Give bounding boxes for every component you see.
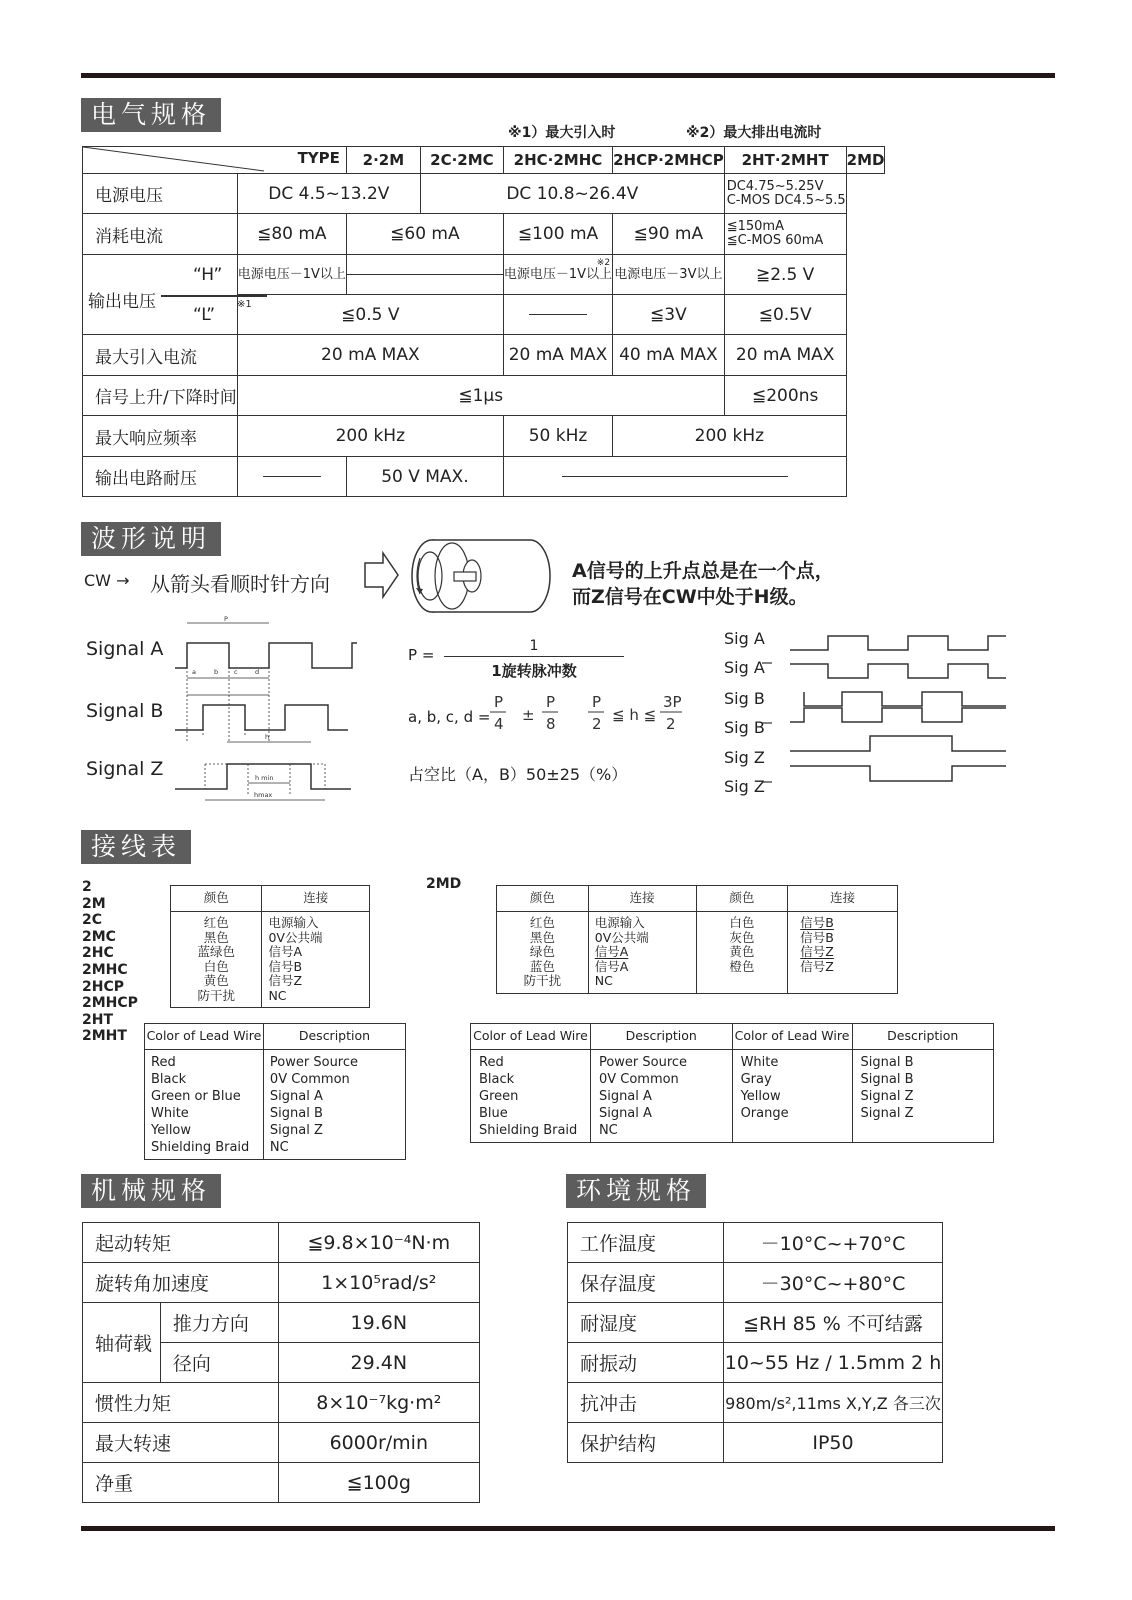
output-h-label: “H” <box>193 265 223 285</box>
mech-label: 起动转矩 <box>83 1223 279 1263</box>
color-list <box>145 1050 264 1160</box>
mechanical-spec-table <box>82 1222 480 1503</box>
description-line1: A信号的上升点总是在一个点， <box>572 560 834 582</box>
output-h-value: ≧2.5 V <box>724 255 846 295</box>
wire-color: Black <box>151 1072 187 1087</box>
mark-1: ※1 <box>237 299 252 310</box>
output-h-value <box>503 255 612 295</box>
current-md-line2: ≦C-MOS 60mA <box>726 233 824 248</box>
header-connection: 连接 <box>588 886 696 912</box>
mech-value: 1×10⁵rad/s² <box>278 1263 479 1303</box>
wire-connection: NC <box>268 987 287 1003</box>
connection-list <box>788 912 898 994</box>
top-rule <box>81 73 1055 78</box>
sig-label: Sig Z <box>724 748 765 767</box>
section-title-waveform: 波形说明 <box>81 522 221 556</box>
wire-description: Signal A <box>598 1106 652 1121</box>
withstand-empty <box>237 457 346 497</box>
encoder-drawing <box>360 530 560 620</box>
wire-connection: 信号A <box>268 944 303 959</box>
wire-connection: 电源输入 <box>268 915 319 930</box>
output-l-label: “L” <box>193 305 216 325</box>
header-color: 颜色 <box>696 886 788 912</box>
supply-value-a: DC 4.5~13.2V <box>237 174 420 214</box>
output-divider <box>161 295 267 297</box>
wire-color: 黑色 <box>529 929 555 945</box>
wire-color: 橙色 <box>729 958 755 974</box>
rise-value: ≦200ns <box>724 376 846 416</box>
wire-connection: 信号A <box>594 958 629 974</box>
wire-description: Signal A <box>269 1089 323 1104</box>
header-color: Color of Lead Wire <box>471 1024 591 1050</box>
multi-signal-timing <box>790 630 1020 800</box>
env-label: 保存温度 <box>568 1263 724 1303</box>
model-name: 2M <box>82 895 106 912</box>
cw-label: CW → <box>84 571 130 590</box>
env-value: 980m/s²,11ms X,Y,Z 各三次 <box>724 1383 943 1423</box>
mech-value: 29.4N <box>278 1343 479 1383</box>
env-label: 工作温度 <box>568 1223 724 1263</box>
color-list <box>471 1050 591 1143</box>
header-description: Description <box>590 1024 732 1050</box>
header-color: 颜色 <box>497 886 589 912</box>
wire-color: Red <box>151 1055 176 1070</box>
mech-sub-label: 径向 <box>160 1343 278 1383</box>
abcd-formula <box>488 690 698 740</box>
color-list <box>732 1050 852 1143</box>
wire-color: 绿色 <box>529 944 555 959</box>
header-description: Description <box>852 1024 993 1050</box>
wire-color: Yellow <box>151 1123 192 1138</box>
current-value-md <box>724 214 846 255</box>
sig-label-bar: Sig B <box>724 718 765 737</box>
row-label-current: 消耗电流 <box>83 214 238 255</box>
wire-color: 防干扰 <box>197 987 235 1003</box>
cw-description: 从箭头看顺时针方向 <box>150 572 330 596</box>
wire-description: Signal B <box>269 1106 323 1121</box>
mech-value: 19.6N <box>278 1303 479 1343</box>
wire-color: Blue <box>479 1106 508 1121</box>
color-list <box>696 912 788 994</box>
wire-connection: 0V公共端 <box>594 929 649 945</box>
freq-value: 200 kHz <box>237 416 503 457</box>
header-color: 颜色 <box>171 886 262 912</box>
env-label: 抗冲击 <box>568 1383 724 1423</box>
sink-value: 20 mA MAX <box>503 335 612 376</box>
electrical-spec-table <box>82 146 885 497</box>
wire-connection: 信号B <box>268 958 303 974</box>
mark-2: ※2 <box>596 258 611 268</box>
svg-text:2: 2 <box>666 715 676 733</box>
wire-connection: 电源输入 <box>594 915 645 930</box>
current-value: ≦90 mA <box>613 214 725 255</box>
svg-text:P: P <box>546 693 556 711</box>
wire-description: Signal Z <box>860 1106 914 1121</box>
sink-value: 20 mA MAX <box>237 335 503 376</box>
wire-description: Signal B <box>860 1055 914 1070</box>
description-list <box>852 1050 993 1143</box>
model-name: 2HT <box>82 1011 114 1028</box>
supply-md-line2: C-MOS DC4.5~5.5 <box>726 192 846 208</box>
wiring-table-cn-md <box>496 885 898 994</box>
overbars <box>760 650 780 780</box>
wire-color: Green or Blue <box>151 1089 241 1104</box>
mech-label: 最大转速 <box>83 1423 279 1463</box>
signal-z-label: Signal Z <box>86 758 164 780</box>
environment-spec-table <box>567 1222 943 1463</box>
duty-cycle: 占空比（A，B）50±25（%） <box>408 765 628 784</box>
current-value: ≦60 mA <box>346 214 503 255</box>
svg-text:2: 2 <box>592 715 602 733</box>
output-voltage-cell <box>83 255 252 335</box>
wiring-model-list <box>82 879 138 1045</box>
row-label-rise: 信号上升/下降时间 <box>83 376 238 416</box>
wire-color: 蓝绿色 <box>197 944 235 959</box>
col-header: 2HC·2MHC <box>503 147 612 174</box>
output-h-value: 电源电压－1V以上 <box>237 255 346 295</box>
section-title-electrical: 电气规格 <box>81 98 221 132</box>
wire-color: 黄色 <box>203 973 229 988</box>
env-value: －30°C~+80°C <box>724 1263 943 1303</box>
supply-md-line1: DC4.75~5.25V <box>726 178 824 194</box>
svg-text:8: 8 <box>546 715 556 733</box>
header-description: Description <box>263 1024 405 1050</box>
mech-value: ≦100g <box>278 1463 479 1503</box>
wire-color: White <box>740 1055 779 1070</box>
header-connection: 连接 <box>262 886 370 912</box>
h-dim-label: h <box>265 733 270 741</box>
model-name: 2MHT <box>82 1028 127 1045</box>
dash-line <box>347 274 503 275</box>
wire-color: 红色 <box>529 915 555 930</box>
abcd-equation-label: a, b, c, d = <box>408 708 491 726</box>
wire-description: 0V Common <box>269 1072 350 1087</box>
wire-color: Black <box>479 1072 515 1087</box>
header-color: Color of Lead Wire <box>732 1024 852 1050</box>
model-name: 2MC <box>82 928 116 945</box>
output-l-value: ≦0.5 V <box>237 295 503 335</box>
wire-connection: 信号B <box>800 915 834 930</box>
mech-label: 净重 <box>83 1463 279 1503</box>
output-l-value: ≦3V <box>613 295 725 335</box>
wire-description: Signal Z <box>269 1123 323 1138</box>
connection-list <box>588 912 696 994</box>
b-dim-label: b <box>214 668 219 676</box>
color-list <box>171 912 262 1008</box>
p-dim-label: P <box>224 615 228 623</box>
a-dim-label: a <box>192 668 196 676</box>
mech-value: 8×10⁻⁷kg·m² <box>278 1383 479 1423</box>
rise-value: ≦1μs <box>237 376 724 416</box>
wire-color: 灰色 <box>729 929 755 945</box>
sink-value: 40 mA MAX <box>613 335 725 376</box>
mech-label: 旋转角加速度 <box>83 1263 279 1303</box>
wire-connection: 信号Z <box>268 973 303 988</box>
model-name-md: 2MD <box>426 876 462 892</box>
env-value: ≦RH 85 % 不可结露 <box>724 1303 943 1343</box>
hmin-dim-label: h min <box>255 774 274 782</box>
col-header: 2HCP·2MHCP <box>613 147 725 174</box>
wire-color: Shielding Braid <box>151 1140 250 1155</box>
wire-color: 白色 <box>729 915 755 930</box>
description-list <box>590 1050 732 1143</box>
withstand-value: 50 V MAX. <box>346 457 503 497</box>
current-value: ≦80 mA <box>237 214 346 255</box>
wire-color: Red <box>479 1055 504 1070</box>
model-name: 2HC <box>82 945 114 962</box>
p-equation-label: P = <box>408 646 435 664</box>
freq-value: 50 kHz <box>503 416 612 457</box>
wiring-table-cn-left <box>170 885 370 1008</box>
wire-description: Signal A <box>598 1089 652 1104</box>
dash-line <box>562 476 788 477</box>
note-2: ※2）最大排出电流时 <box>686 125 822 141</box>
env-value: IP50 <box>724 1423 943 1463</box>
model-name: 2 <box>82 879 92 895</box>
mech-label: 惯性力矩 <box>83 1383 279 1423</box>
wire-color: White <box>151 1106 189 1121</box>
row-label-withstand: 输出电路耐压 <box>83 457 238 497</box>
description-line2: 而Z信号在CW中处于H级。 <box>572 586 808 608</box>
header-color: Color of Lead Wire <box>145 1024 264 1050</box>
sig-label-bar: Sig Z <box>724 777 765 796</box>
wire-connection: 信号Z <box>800 958 834 974</box>
section-title-wiring: 接线表 <box>81 830 191 864</box>
model-name: 2C <box>82 912 103 929</box>
current-md-line1: ≦150mA <box>726 219 784 234</box>
wire-color: Green <box>479 1089 519 1104</box>
output-l-value: ≦0.5V <box>724 295 846 335</box>
wire-color: 黑色 <box>203 929 229 945</box>
section-title-environment: 环境规格 <box>566 1174 706 1208</box>
output-h-text: 电源电压－1V以上 <box>503 266 613 282</box>
timing-diagram <box>170 615 370 810</box>
dash-line <box>529 314 587 315</box>
svg-text:P: P <box>494 693 504 711</box>
svg-text:3P: 3P <box>663 693 682 711</box>
wire-color: Yellow <box>740 1089 781 1104</box>
col-header: 2MD <box>846 147 885 174</box>
supply-value-b: DC 10.8~26.4V <box>420 174 724 214</box>
wire-color: 黄色 <box>729 944 755 959</box>
d-dim-label: d <box>255 668 260 676</box>
wire-description: 0V Common <box>598 1072 679 1087</box>
current-value: ≦100 mA <box>503 214 612 255</box>
wire-color: Gray <box>740 1072 772 1087</box>
mech-sub-label: 推力方向 <box>160 1303 278 1343</box>
sink-value: 20 mA MAX <box>724 335 846 376</box>
fraction-bar <box>444 656 624 657</box>
wire-color: 蓝色 <box>529 958 555 974</box>
wire-connection: 信号A <box>594 944 629 959</box>
env-value: 10~55 Hz / 1.5mm 2 h <box>724 1343 943 1383</box>
wire-description: Signal Z <box>860 1089 914 1104</box>
wire-color: 红色 <box>203 915 229 930</box>
wire-description: Power Source <box>269 1055 359 1070</box>
wire-connection: 0V公共端 <box>268 929 323 945</box>
dash-line <box>263 476 321 477</box>
env-label: 保护结构 <box>568 1423 724 1463</box>
model-name: 2MHCP <box>82 995 138 1012</box>
withstand-empty <box>503 457 846 497</box>
row-label-sink: 最大引入电流 <box>83 335 238 376</box>
wire-description: NC <box>269 1140 289 1155</box>
wire-connection: NC <box>594 973 613 988</box>
row-label-freq: 最大响应频率 <box>83 416 238 457</box>
p-denominator: 1旋转脉冲数 <box>491 662 577 680</box>
row-label-supply: 电源电压 <box>83 174 238 214</box>
wire-color: Shielding Braid <box>479 1123 578 1138</box>
diagonal-line <box>83 147 264 174</box>
output-h-empty <box>346 255 503 295</box>
p-numerator: 1 <box>529 638 539 654</box>
c-dim-label: c <box>234 668 238 676</box>
sig-label: Sig B <box>724 689 765 708</box>
wire-connection: 信号B <box>800 929 834 945</box>
description-list <box>263 1050 405 1160</box>
output-h-value: 电源电压－3V以上 <box>613 255 725 295</box>
wire-description: Signal B <box>860 1072 914 1087</box>
wire-color: Orange <box>740 1106 789 1121</box>
svg-text:4: 4 <box>494 715 504 733</box>
env-label: 耐湿度 <box>568 1303 724 1343</box>
wire-color: 防干扰 <box>523 973 562 988</box>
wire-description: NC <box>598 1123 618 1138</box>
wire-description: Power Source <box>598 1055 688 1070</box>
svg-text:≦ h ≦: ≦ h ≦ <box>612 706 657 724</box>
section-title-mechanical: 机械规格 <box>81 1174 221 1208</box>
hmax-dim-label: hmax <box>254 791 273 799</box>
wiring-table-en-left <box>144 1023 406 1160</box>
model-name: 2MHC <box>82 961 128 978</box>
col-header: 2C·2MC <box>420 147 503 174</box>
color-list <box>497 912 589 994</box>
type-label: TYPE <box>297 149 340 167</box>
wire-color: 白色 <box>203 958 229 974</box>
type-header-cell <box>83 147 347 174</box>
col-header: 2·2M <box>346 147 420 174</box>
mech-value: ≦9.8×10⁻⁴N·m <box>278 1223 479 1263</box>
note-1: ※1）最大引入时 <box>508 125 616 141</box>
wiring-table-en-md <box>470 1023 994 1143</box>
bottom-rule <box>81 1526 1055 1531</box>
freq-value: 200 kHz <box>613 416 847 457</box>
header-connection: 连接 <box>788 886 898 912</box>
signal-b-label: Signal B <box>86 700 164 722</box>
row-label-output: 输出电压 <box>88 292 156 312</box>
sig-label-bar: Sig A <box>724 658 765 677</box>
model-name: 2HCP <box>82 978 124 995</box>
svg-text:P: P <box>592 693 602 711</box>
env-label: 耐振动 <box>568 1343 724 1383</box>
env-value: －10°C~+70°C <box>724 1223 943 1263</box>
col-header: 2HT·2MHT <box>724 147 846 174</box>
wire-connection: 信号Z <box>800 944 834 959</box>
svg-text:±: ± <box>522 706 535 724</box>
mech-value: 6000r/min <box>278 1423 479 1463</box>
supply-value-md <box>724 174 846 214</box>
sig-label: Sig A <box>724 629 765 648</box>
mech-label: 轴荷载 <box>83 1303 161 1383</box>
signal-a-label: Signal A <box>86 638 164 660</box>
connection-list <box>262 912 370 1008</box>
output-l-empty <box>503 295 612 335</box>
